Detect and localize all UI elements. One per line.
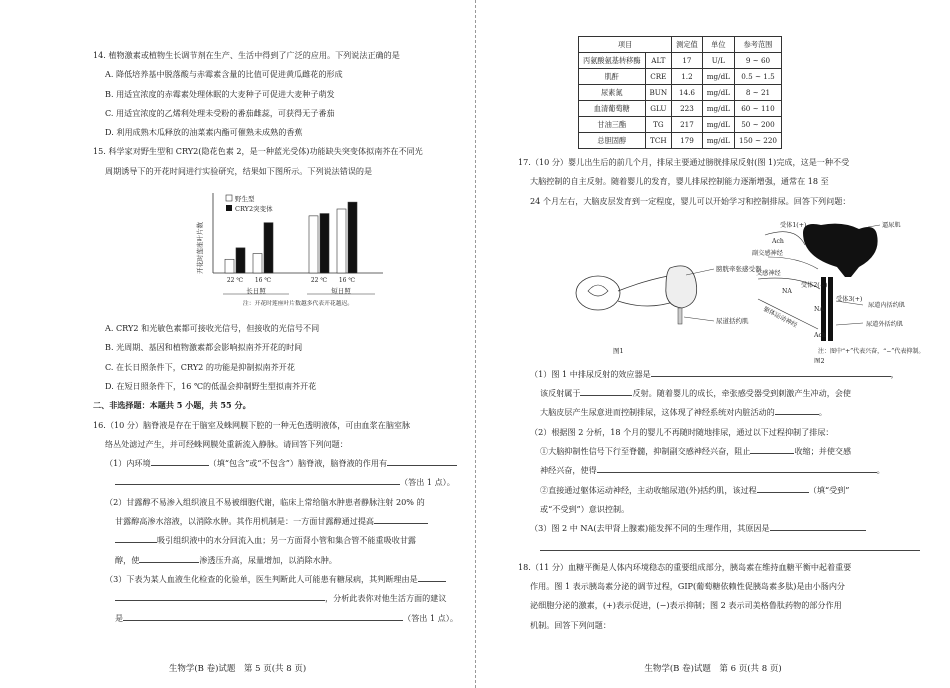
x-tick-label: 16 ℃ (254, 277, 272, 285)
answer-blank[interactable] (418, 572, 446, 582)
table-cell: 217 (672, 117, 703, 133)
fig2-label-na-1: NA (782, 287, 792, 295)
table-header: 测定值 (672, 37, 703, 53)
q14-option-a: A. 降低培养基中脱落酸与赤霉素含量的比值可促进黄瓜雌花的形成 (105, 69, 343, 80)
group-label-short-day: 短日照 (331, 287, 351, 296)
q15-stem-line1: 15. 科学家对野生型和 CRY2(隐花色素 2，是一种蓝光受体)功能缺失突变体拟南芥在不同光 (93, 146, 423, 157)
table-cell: mg/dL (702, 69, 734, 85)
q15-option-c: C. 在长日照条件下，CRY2 的功能是抑制拟南芥开花 (105, 361, 295, 372)
fig1-caption: 图1 (613, 346, 624, 355)
q17-part1-line3: 大脑皮层产生尿意进而控制排尿，这体现了神经系统对内脏活动的 。 (540, 407, 827, 418)
group-label-long-day: 长日照 (246, 287, 266, 296)
answer-blank[interactable] (540, 541, 920, 551)
fig2-label-receptor2: 受体2(−) (801, 281, 828, 289)
table-cell: ALT (645, 53, 672, 69)
bar-chart (193, 183, 455, 317)
table-row (579, 101, 782, 117)
fig2-label-na-2: NA (814, 305, 824, 313)
table-cell: TG (645, 117, 672, 133)
q17-part1-line1: （1）图 1 中排尿反射的效应器是 ， (530, 368, 899, 379)
fig2-label-parasympathetic: 副交感神经 (752, 249, 783, 257)
fig2-label-sympathetic: 交感神经 (756, 269, 781, 277)
bar-wildtype (253, 254, 262, 273)
answer-blank[interactable] (123, 611, 403, 621)
q15-option-a: A. CRY2 和光敏色素都可接收光信号，但接收的光信号不同 (105, 323, 320, 334)
x-tick-label: 16 ℃ (338, 277, 356, 285)
q16-part1-line2: （答出 1 点）。 (93, 473, 455, 492)
fig2-label-external-sphincter: 尿道外括约肌 (866, 320, 904, 328)
table-cell: mg/dL (702, 85, 734, 101)
answer-blank[interactable] (757, 483, 809, 493)
page-right (475, 0, 950, 688)
legend-label-mutant: CRY2突变体 (235, 205, 273, 214)
fig1-label-urethral-sphincter: 尿道括约肌 (716, 316, 749, 325)
x-tick-label: 22 ℃ (226, 277, 244, 285)
answer-blank[interactable] (115, 533, 157, 543)
table-cell: mg/dL (702, 117, 734, 133)
q16-part2-line3: 吸引组织液中的水分回流入血；另一方面肾小管和集合管不能重吸收甘露 (93, 531, 455, 550)
fig2-caption: 图2 (814, 356, 825, 363)
q18-line1: 18.（11 分）血糖平衡是人体内环境稳态的重要组成部分，胰岛素在维持血糖平衡中起着重要 (518, 561, 852, 572)
q17-part2-line4: ②直接通过躯体运动神经，主动收缩尿道(外)括约肌，该过程 （填“受到” (540, 484, 850, 495)
table-header: 单位 (702, 37, 734, 53)
answer-blank[interactable] (387, 456, 457, 466)
q16-part1-line1: （1）内环境 （填“包含”或“不包含”）脑脊液，脑脊液的作用有 (93, 454, 455, 473)
table-cell: 8 ~ 21 (734, 85, 781, 101)
table-cell: 血清葡萄糖 (579, 101, 646, 117)
bar-wildtype (225, 259, 234, 273)
table-row (579, 53, 782, 69)
table-header: 项目 (579, 37, 672, 53)
q18-line3: 泌细胞分泌的激素，(+)表示促进，(−)表示抑制；图 2 表示司美格鲁肽药物的部分作用 (530, 600, 842, 611)
fig2-note: 注：图中“+”代表兴奋，“−”代表抑制。 (818, 347, 925, 355)
table-cell: mg/dL (702, 101, 734, 117)
table-row (579, 69, 782, 85)
q15-stem-line2: 周期诱导下的开花时间进行实验研究，结果如下图所示。下列说法错误的是 (105, 165, 373, 176)
q16-line1: 16.（10 分）脑脊液是存在于脑室及蛛网膜下腔的一种无色透明液体，可由血浆在脑室脉 (93, 419, 411, 430)
footer-right: 生物学(B 卷)试题 第 6 页(共 8 页) (644, 664, 782, 674)
q17-part3-line1: （3）图 2 中 NA(去甲肾上腺素)能发挥不同的生理作用，其原因是 (518, 519, 930, 538)
table-cell: 尿素氮 (579, 85, 646, 101)
q14-option-d: D. 利用成熟木瓜释放的油菜素内酯可催熟未成熟的香蕉 (105, 127, 303, 138)
table-cell: mg/dL (702, 133, 734, 149)
table-cell: 肌酐 (579, 69, 646, 85)
fig2-label-receptor3: 受体3(+) (836, 295, 863, 303)
bar-mutant (264, 223, 273, 273)
q18-line4: 机制。回答下列问题： (530, 619, 611, 630)
lab-result-table (578, 36, 782, 149)
bar-mutant (236, 248, 245, 273)
q17-part3-line2 (518, 539, 930, 558)
legend-swatch-mutant (226, 205, 232, 211)
q16-part3-line2: ，分析此表你对他生活方面的建议 (93, 589, 455, 608)
bar-wildtype (309, 216, 318, 273)
chart-svg (193, 183, 393, 313)
answer-blank[interactable] (770, 521, 866, 531)
answer-blank[interactable] (651, 367, 891, 377)
fig2-label-detrusor: 逼尿肌 (882, 221, 901, 229)
figure-2 (752, 221, 924, 363)
table-cell: 1.2 (672, 69, 703, 85)
figure-1 (576, 264, 762, 355)
q17-part2-line2: ①大脑抑制性信号下行至脊髓，抑制副交感神经兴奋，阻止 收缩；并使交感 (540, 446, 852, 457)
table-cell: GLU (645, 101, 672, 117)
section-2-heading: 二、非选择题：本题共 5 小题，共 55 分。 (93, 400, 251, 411)
chart-ylabel: 开花时莲座叶片数 (196, 222, 204, 275)
q15-option-b: B. 光周期、基因和植物激素都会影响拟南芥开花的时间 (105, 342, 303, 353)
table-header: 参考范围 (734, 37, 781, 53)
table-cell: 17 (672, 53, 703, 69)
q16-part3-line1: （3）下表为某人血液生化检查的化验单，医生判断此人可能患有糖尿病，其判断理由是 (93, 570, 455, 589)
q17-part2-line3: 神经兴奋，使得 。 (540, 465, 885, 476)
fig2-label-receptor1: 受体1(+) (780, 221, 807, 229)
table-cell: 9 ~ 60 (734, 53, 781, 69)
reflex-diagrams (518, 213, 928, 363)
answer-blank[interactable] (580, 386, 632, 396)
q16-part2-line1: （2）甘露醇不易渗入组织液且不易被细胞代谢，临床上常给脑水肿患者静脉注射 20% 的 (105, 496, 425, 507)
fig2-label-internal-sphincter: 尿道内括约肌 (868, 301, 906, 309)
q14-stem: 14. 植物激素或植物生长调节剂在生产、生活中得到了广泛的应用。下列说法正确的是 (93, 50, 400, 60)
table-cell: BUN (645, 85, 672, 101)
table-cell: 14.6 (672, 85, 703, 101)
answer-blank[interactable] (115, 591, 325, 601)
q14-option-b: B. 用适宜浓度的赤霉素处理休眠的大麦种子可促进大麦种子萌发 (105, 88, 335, 99)
answer-blank[interactable] (151, 456, 209, 466)
legend-label-wildtype: 野生型 (235, 195, 255, 204)
table-cell: 总胆固醇 (579, 133, 646, 149)
bar-mutant (320, 214, 329, 273)
table-cell: 60 ~ 110 (734, 101, 781, 117)
bar-mutant (348, 202, 357, 273)
fig2-label-ach-2: Ach (814, 331, 826, 339)
table-header-row (579, 37, 782, 53)
answer-blank[interactable] (597, 463, 877, 473)
q17-figures (518, 213, 930, 363)
answer-blank[interactable] (139, 553, 199, 563)
q17-line2: 大脑控制的自主反射。随着婴儿的发育，婴儿排尿控制能力逐渐增强，通常在 18 至 (530, 176, 829, 187)
table-row (579, 117, 782, 133)
q15-option-d: D. 在短日照条件下，16 ℃的低温会抑制野生型拟南芥开花 (105, 380, 317, 391)
q16-line2: 络丛处滤过产生，并可经蛛网膜处重新流入静脉。请回答下列问题： (105, 438, 348, 449)
x-tick-label: 22 ℃ (310, 277, 328, 285)
chart-note: 注：开花时莲座叶片数越多代表开花越迟。 (242, 301, 354, 308)
table-cell: 甘油三酯 (579, 117, 646, 133)
answer-blank[interactable] (374, 514, 428, 524)
table-cell: 50 ~ 200 (734, 117, 781, 133)
legend-swatch-wildtype (226, 195, 232, 201)
table-cell: U/L (702, 53, 734, 69)
fig2-label-ach-1: Ach (772, 237, 784, 245)
q17-part2-line1: （2）根据图 2 分析，18 个月的婴儿不再随时随地排尿，通过以下过程抑制了排尿： (530, 426, 834, 437)
table-cell: 0.5 ~ 1.5 (734, 69, 781, 85)
fig1-label-stretch-receptor: 膀胱牵张感受器 (716, 264, 762, 273)
q17-part1-line2: 该反射属于 反射。随着婴儿的成长，牵张感受器受到刺激产生冲动，会使 (540, 388, 852, 399)
bar-wildtype (337, 209, 346, 273)
table-row (579, 85, 782, 101)
fig2-label-somatic-motor: 躯体运动神经 (762, 305, 799, 330)
table-row (579, 133, 782, 149)
footer-left: 生物学(B 卷)试题 第 5 页(共 8 页) (168, 664, 307, 674)
q16-part2-line2: 甘露醇高渗水溶液，以消除水肿。其作用机制是：一方面甘露醇通过提高 (93, 512, 455, 531)
table-cell: 丙氨酸氨基转移酶 (579, 53, 646, 69)
answer-blank[interactable] (115, 475, 400, 485)
table-cell: 179 (672, 133, 703, 149)
q16-part3-line3: 是 （答出 1 点）。 (115, 612, 458, 623)
answer-blank[interactable] (750, 444, 794, 454)
answer-blank[interactable] (775, 405, 819, 415)
q18-line2: 作用。图 1 表示胰岛素分泌的调节过程，GIP(葡萄糖依赖性促胰岛素多肽)是由小肠内分 (530, 581, 846, 592)
q17-part2-line5: 或“不受到”）意识控制。 (540, 503, 630, 514)
q16-part2-line4: 醇，使 渗透压升高，尿量增加，以消除水肿。 (115, 554, 337, 565)
table-cell: TCH (645, 133, 672, 149)
q17-line1: 17.（10 分）婴儿出生后的前几个月，排尿主要通过膀胱排尿反射(图 1)完成，这是一种不受 (518, 157, 850, 167)
q17-line3: 24 个月左右，大脑皮层发育到一定程度，婴儿可以开始学习和控制排尿。回答下列问题： (530, 195, 851, 206)
table-cell: 223 (672, 101, 703, 117)
q14-option-c: C. 用适宜浓度的乙烯利处理未受粉的番茄雌蕊，可获得无子番茄 (105, 107, 335, 118)
table-cell: CRE (645, 69, 672, 85)
table-cell: 150 ~ 220 (734, 133, 781, 149)
